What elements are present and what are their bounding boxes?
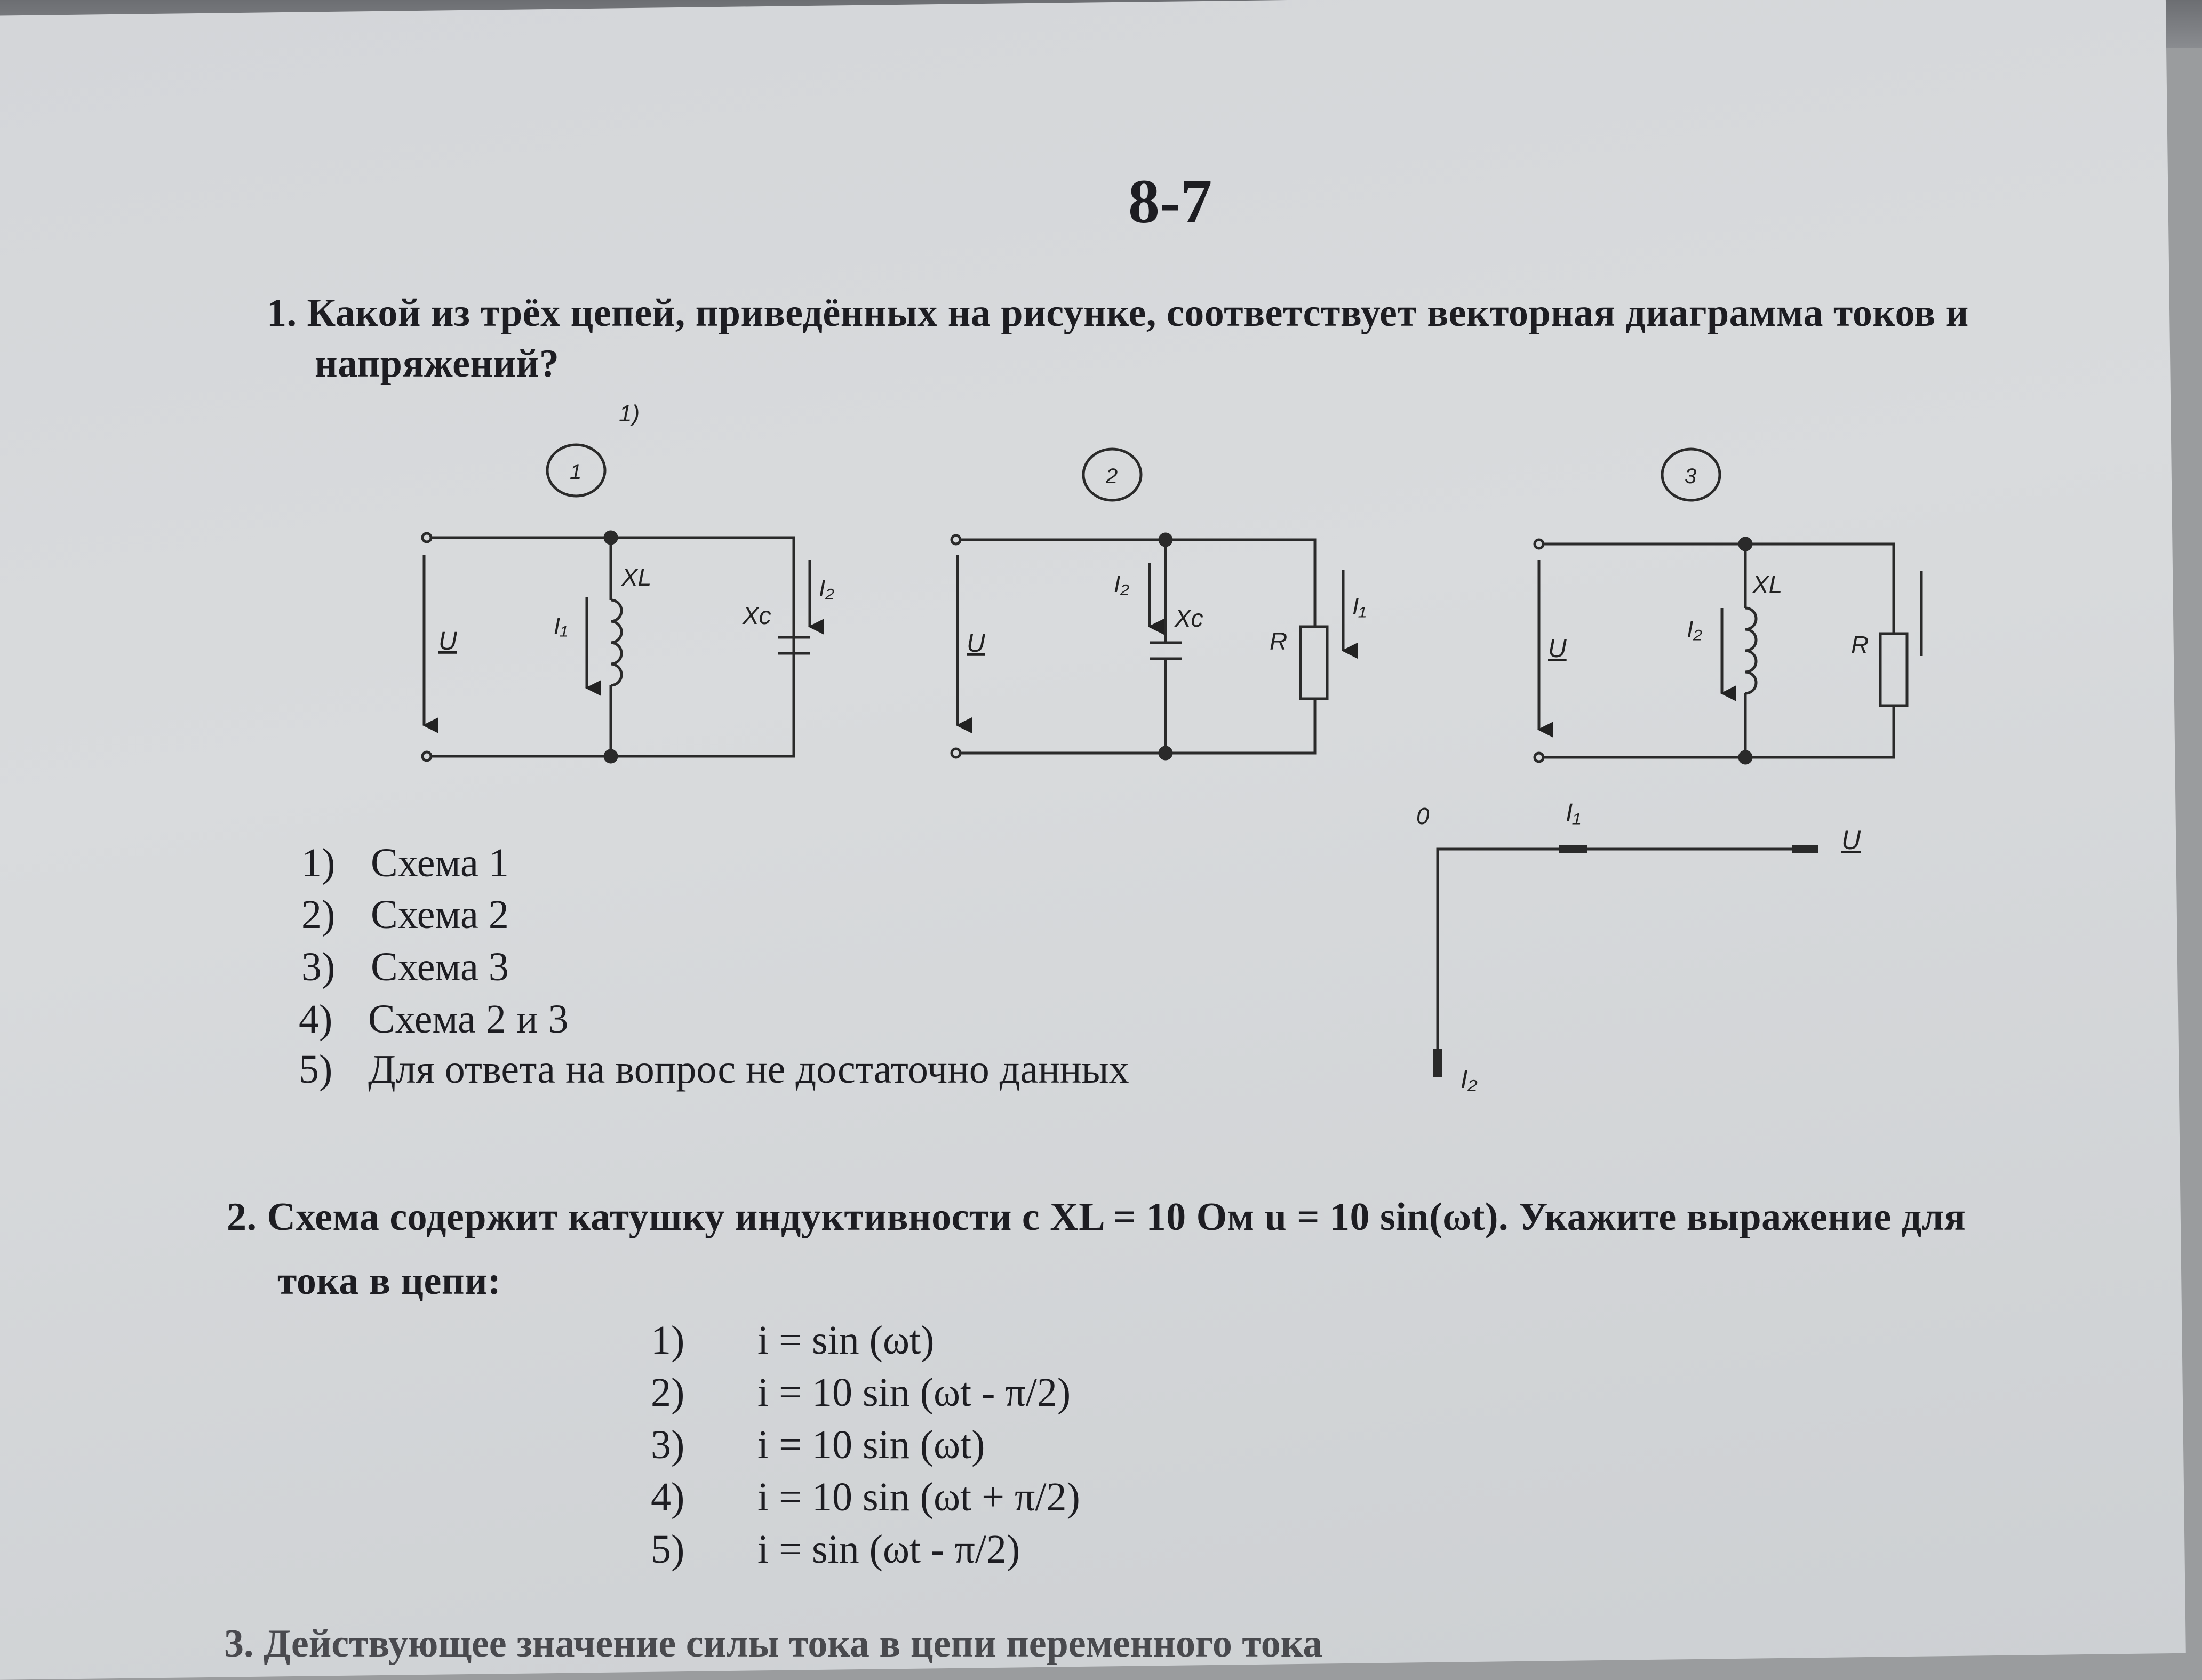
question2-line2: тока в цепи: [277, 1259, 501, 1303]
q2-option-number: 4) [651, 1475, 685, 1519]
q1-option-number: 3) [301, 945, 336, 989]
inductance-label: XL [621, 563, 652, 591]
question1-number: 1. [267, 291, 297, 335]
current-label: I₂ [819, 575, 835, 602]
q1-option-number: 1) [301, 841, 336, 885]
circuit-wire [1539, 706, 1894, 757]
q1-option-text: Для ответа на вопрос не достаточно данных [368, 1047, 1129, 1092]
junction-dot [1740, 751, 1751, 763]
terminal [422, 752, 431, 761]
page-title: 8-7 [1128, 166, 1212, 236]
q2-option-number: 3) [651, 1422, 685, 1467]
current-label: I₂ [1114, 571, 1130, 597]
current-label: I₁ [554, 613, 568, 639]
q2-option-number: 2) [651, 1370, 685, 1415]
current-label: I₁ [1352, 594, 1367, 620]
q1-option-text: Схема 3 [371, 945, 509, 989]
q2-option-text: i = 10 sin (ωt) [757, 1422, 985, 1467]
voltage-label: U [1548, 635, 1567, 663]
circuit-3 [1535, 449, 1921, 763]
vector-i2-arrowhead [1433, 1049, 1442, 1077]
q1-option-text: Схема 1 [371, 841, 509, 885]
circuit-number: 2 [1106, 465, 1118, 488]
terminal [952, 749, 960, 757]
circuit-number: 1 [570, 460, 582, 484]
circuit-wire [956, 699, 1315, 753]
junction-dot [1160, 534, 1171, 546]
q1-option-text: Схема 2 и 3 [368, 997, 569, 1042]
inductance-label: XL [1752, 571, 1783, 598]
capacitance-label: Xc [1175, 604, 1203, 632]
voltage-label: U [967, 629, 985, 658]
stray-mark: 1) [619, 401, 640, 427]
resistance-label: R [1851, 631, 1869, 659]
vector-axes [1438, 849, 1818, 1077]
capacitance-label: Xc [743, 602, 771, 629]
origin-label: 0 [1416, 803, 1430, 829]
q2-option-number: 1) [651, 1318, 685, 1363]
current-label: I₂ [1687, 617, 1703, 643]
vector-u-arrowhead [1792, 845, 1818, 853]
vector-i1-arrowhead [1559, 845, 1587, 853]
terminal [422, 533, 431, 542]
question1-text: Какой из трёх цепей, приведённых на рисунке, соответствует векторная диаграмма токов и [307, 291, 1969, 335]
q2-option-text: i = 10 sin (ωt - π/2) [757, 1370, 1071, 1415]
junction-dot [605, 532, 617, 543]
circuit-wire [956, 540, 1315, 627]
circuit-wire [1539, 544, 1894, 634]
inductor-symbol [1745, 608, 1756, 693]
resistor-symbol [1880, 634, 1907, 706]
circuit-number: 3 [1685, 465, 1697, 488]
q2-option-text: i = sin (ωt - π/2) [757, 1527, 1020, 1572]
resistance-label: R [1270, 627, 1288, 655]
circuit-1 [422, 445, 834, 762]
q1-option-number: 2) [301, 892, 336, 937]
q1-option-number: 5) [299, 1047, 333, 1092]
vector-u-label: U [1841, 825, 1861, 855]
terminal [952, 535, 960, 544]
vector-i1-label: I₁ [1566, 799, 1581, 827]
junction-dot [1160, 747, 1171, 759]
resistor-symbol [1301, 627, 1327, 699]
q2-option-number: 5) [651, 1527, 685, 1572]
question3-partial: 3. Действующее значение силы тока в цепи переменного тока [224, 1622, 1323, 1666]
question1-line2: напряжений? [315, 342, 560, 386]
junction-dot [1740, 538, 1751, 550]
terminal [1535, 753, 1543, 762]
vector-diagram [1416, 799, 1861, 1094]
q2-option-text: i = 10 sin (ωt + π/2) [757, 1475, 1080, 1519]
question2-line1: 2. Схема содержит катушку индуктивности с XL = 10 Ом u = 10 sin(ωt). Укажите выражение для [227, 1195, 1966, 1239]
q1-option-number: 4) [299, 997, 333, 1042]
voltage-label: U [438, 627, 457, 655]
vector-i2-label: I₂ [1461, 1066, 1478, 1094]
circuit-2 [952, 449, 1366, 759]
junction-dot [605, 750, 617, 762]
q2-option-text: i = sin (ωt) [757, 1318, 935, 1363]
terminal [1535, 540, 1543, 548]
q1-option-text: Схема 2 [371, 892, 509, 937]
inductor-symbol [611, 600, 621, 685]
